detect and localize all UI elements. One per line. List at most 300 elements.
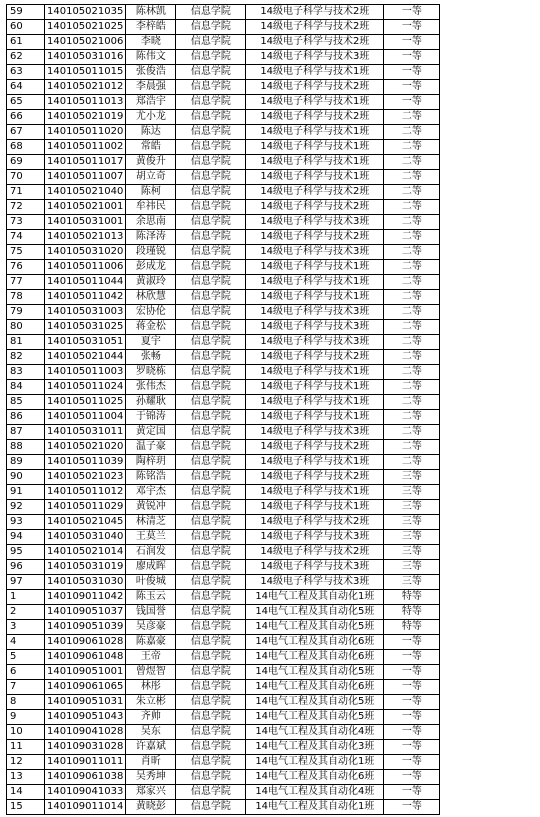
class-cell: 14级电子科学与技术1班 bbox=[246, 65, 384, 80]
table-row bbox=[7, 305, 440, 320]
class-cell: 14级电子科学与技术1班 bbox=[246, 485, 384, 500]
student-name-cell: 吴秀坤 bbox=[126, 770, 176, 785]
class-cell: 14电气工程及其自动化5班 bbox=[246, 605, 384, 620]
college-cell: 信息学院 bbox=[176, 155, 246, 170]
table-row bbox=[7, 740, 440, 755]
student-id-cell: 140105011007 bbox=[45, 170, 126, 185]
college-cell: 信息学院 bbox=[176, 65, 246, 80]
award-grade-cell: 二等 bbox=[384, 350, 440, 365]
award-grade-cell: 一等 bbox=[384, 740, 440, 755]
class-cell: 14级电子科学与技术2班 bbox=[246, 515, 384, 530]
college-cell: 信息学院 bbox=[176, 80, 246, 95]
row-number-cell: 3 bbox=[7, 620, 45, 635]
college-cell: 信息学院 bbox=[176, 170, 246, 185]
award-grade-cell: 一等 bbox=[384, 50, 440, 65]
student-id-cell: 140105021006 bbox=[45, 35, 126, 50]
class-cell: 14级电子科学与技术2班 bbox=[246, 470, 384, 485]
award-grade-cell: 一等 bbox=[384, 665, 440, 680]
student-id-cell: 140105011012 bbox=[45, 485, 126, 500]
row-number-cell: 89 bbox=[7, 455, 45, 470]
table-row bbox=[7, 425, 440, 440]
student-name-cell: 钱国誉 bbox=[126, 605, 176, 620]
college-cell: 信息学院 bbox=[176, 290, 246, 305]
college-cell: 信息学院 bbox=[176, 395, 246, 410]
college-cell: 信息学院 bbox=[176, 560, 246, 575]
award-grade-cell: 二等 bbox=[384, 320, 440, 335]
table-row bbox=[7, 665, 440, 680]
student-name-cell: 陶梓玥 bbox=[126, 455, 176, 470]
student-id-cell: 140105021012 bbox=[45, 80, 126, 95]
student-name-cell: 陈柯 bbox=[126, 185, 176, 200]
student-name-cell: 林欣慧 bbox=[126, 290, 176, 305]
class-cell: 14电气工程及其自动化6班 bbox=[246, 635, 384, 650]
college-cell: 信息学院 bbox=[176, 245, 246, 260]
row-number-cell: 82 bbox=[7, 350, 45, 365]
college-cell: 信息学院 bbox=[176, 350, 246, 365]
award-grade-cell: 三等 bbox=[384, 545, 440, 560]
class-cell: 14级电子科学与技术1班 bbox=[246, 455, 384, 470]
class-cell: 14级电子科学与技术3班 bbox=[246, 530, 384, 545]
student-id-cell: 140105021013 bbox=[45, 230, 126, 245]
student-name-cell: 郑浩宇 bbox=[126, 95, 176, 110]
class-cell: 14级电子科学与技术2班 bbox=[246, 545, 384, 560]
award-grade-cell: 二等 bbox=[384, 140, 440, 155]
table-row bbox=[7, 260, 440, 275]
class-cell: 14级电子科学与技术3班 bbox=[246, 335, 384, 350]
student-name-cell: 陈玉云 bbox=[126, 590, 176, 605]
student-name-cell: 吴彦豪 bbox=[126, 620, 176, 635]
table-row bbox=[7, 320, 440, 335]
college-cell: 信息学院 bbox=[176, 770, 246, 785]
college-cell: 信息学院 bbox=[176, 125, 246, 140]
row-number-cell: 4 bbox=[7, 635, 45, 650]
award-grade-cell: 特等 bbox=[384, 620, 440, 635]
student-name-cell: 廖成晖 bbox=[126, 560, 176, 575]
student-id-cell: 140105031030 bbox=[45, 575, 126, 590]
award-grade-cell: 二等 bbox=[384, 305, 440, 320]
row-number-cell: 91 bbox=[7, 485, 45, 500]
row-number-cell: 83 bbox=[7, 365, 45, 380]
college-cell: 信息学院 bbox=[176, 215, 246, 230]
class-cell: 14级电子科学与技术3班 bbox=[246, 245, 384, 260]
student-name-cell: 陈达 bbox=[126, 125, 176, 140]
college-cell: 信息学院 bbox=[176, 365, 246, 380]
student-id-cell: 140109051001 bbox=[45, 665, 126, 680]
row-number-cell: 94 bbox=[7, 530, 45, 545]
row-number-cell: 69 bbox=[7, 155, 45, 170]
row-number-cell: 72 bbox=[7, 200, 45, 215]
award-grade-cell: 三等 bbox=[384, 500, 440, 515]
student-name-cell: 林彤 bbox=[126, 680, 176, 695]
award-list-body bbox=[7, 5, 440, 815]
row-number-cell: 63 bbox=[7, 65, 45, 80]
table-row bbox=[7, 395, 440, 410]
row-number-cell: 96 bbox=[7, 560, 45, 575]
college-cell: 信息学院 bbox=[176, 5, 246, 20]
row-number-cell: 90 bbox=[7, 470, 45, 485]
class-cell: 14级电子科学与技术2班 bbox=[246, 20, 384, 35]
college-cell: 信息学院 bbox=[176, 230, 246, 245]
class-cell: 14电气工程及其自动化5班 bbox=[246, 665, 384, 680]
college-cell: 信息学院 bbox=[176, 335, 246, 350]
table-row bbox=[7, 785, 440, 800]
student-id-cell: 140105011013 bbox=[45, 95, 126, 110]
class-cell: 14级电子科学与技术2班 bbox=[246, 35, 384, 50]
award-grade-cell: 一等 bbox=[384, 770, 440, 785]
student-name-cell: 黄淑玲 bbox=[126, 275, 176, 290]
student-id-cell: 140105031011 bbox=[45, 425, 126, 440]
row-number-cell: 65 bbox=[7, 95, 45, 110]
row-number-cell: 71 bbox=[7, 185, 45, 200]
award-grade-cell: 二等 bbox=[384, 185, 440, 200]
college-cell: 信息学院 bbox=[176, 515, 246, 530]
class-cell: 14电气工程及其自动化4班 bbox=[246, 725, 384, 740]
row-number-cell: 8 bbox=[7, 695, 45, 710]
class-cell: 14电气工程及其自动化1班 bbox=[246, 755, 384, 770]
award-grade-cell: 一等 bbox=[384, 5, 440, 20]
student-name-cell: 许嘉斌 bbox=[126, 740, 176, 755]
row-number-cell: 66 bbox=[7, 110, 45, 125]
student-id-cell: 140105021025 bbox=[45, 20, 126, 35]
row-number-cell: 7 bbox=[7, 680, 45, 695]
class-cell: 14级电子科学与技术1班 bbox=[246, 140, 384, 155]
table-row bbox=[7, 440, 440, 455]
table-row bbox=[7, 590, 440, 605]
student-name-cell: 陈林凯 bbox=[126, 5, 176, 20]
award-grade-cell: 一等 bbox=[384, 635, 440, 650]
row-number-cell: 79 bbox=[7, 305, 45, 320]
award-grade-cell: 二等 bbox=[384, 440, 440, 455]
table-row bbox=[7, 350, 440, 365]
student-id-cell: 140109031028 bbox=[45, 740, 126, 755]
student-name-cell: 陈嘉豪 bbox=[126, 635, 176, 650]
table-row bbox=[7, 20, 440, 35]
class-cell: 14级电子科学与技术1班 bbox=[246, 380, 384, 395]
class-cell: 14级电子科学与技术3班 bbox=[246, 560, 384, 575]
row-number-cell: 86 bbox=[7, 410, 45, 425]
class-cell: 14级电子科学与技术2班 bbox=[246, 230, 384, 245]
student-name-cell: 陈泽涛 bbox=[126, 230, 176, 245]
award-grade-cell: 二等 bbox=[384, 110, 440, 125]
class-cell: 14级电子科学与技术1班 bbox=[246, 125, 384, 140]
award-grade-cell: 三等 bbox=[384, 515, 440, 530]
table-row bbox=[7, 155, 440, 170]
row-number-cell: 1 bbox=[7, 590, 45, 605]
class-cell: 14级电子科学与技术3班 bbox=[246, 575, 384, 590]
award-grade-cell: 二等 bbox=[384, 380, 440, 395]
row-number-cell: 85 bbox=[7, 395, 45, 410]
college-cell: 信息学院 bbox=[176, 485, 246, 500]
class-cell: 14级电子科学与技术3班 bbox=[246, 215, 384, 230]
row-number-cell: 59 bbox=[7, 5, 45, 20]
class-cell: 14级电子科学与技术1班 bbox=[246, 410, 384, 425]
table-row bbox=[7, 725, 440, 740]
student-name-cell: 黄俊升 bbox=[126, 155, 176, 170]
award-grade-cell: 一等 bbox=[384, 650, 440, 665]
student-id-cell: 140109061065 bbox=[45, 680, 126, 695]
student-name-cell: 李梓皓 bbox=[126, 20, 176, 35]
student-id-cell: 140105011029 bbox=[45, 500, 126, 515]
student-id-cell: 140105011006 bbox=[45, 260, 126, 275]
award-grade-cell: 一等 bbox=[384, 725, 440, 740]
student-name-cell: 曾煜智 bbox=[126, 665, 176, 680]
college-cell: 信息学院 bbox=[176, 455, 246, 470]
class-cell: 14级电子科学与技术2班 bbox=[246, 440, 384, 455]
table-row bbox=[7, 35, 440, 50]
student-id-cell: 140105021023 bbox=[45, 470, 126, 485]
student-name-cell: 温子豪 bbox=[126, 440, 176, 455]
row-number-cell: 6 bbox=[7, 665, 45, 680]
table-row bbox=[7, 335, 440, 350]
college-cell: 信息学院 bbox=[176, 110, 246, 125]
award-grade-cell: 二等 bbox=[384, 125, 440, 140]
award-grade-cell: 二等 bbox=[384, 275, 440, 290]
table-row bbox=[7, 110, 440, 125]
table-row bbox=[7, 185, 440, 200]
student-name-cell: 胡立奇 bbox=[126, 170, 176, 185]
college-cell: 信息学院 bbox=[176, 605, 246, 620]
college-cell: 信息学院 bbox=[176, 410, 246, 425]
student-name-cell: 黄锐冲 bbox=[126, 500, 176, 515]
class-cell: 14电气工程及其自动化6班 bbox=[246, 680, 384, 695]
award-grade-cell: 三等 bbox=[384, 485, 440, 500]
award-grade-cell: 二等 bbox=[384, 335, 440, 350]
student-id-cell: 140105031019 bbox=[45, 560, 126, 575]
row-number-cell: 5 bbox=[7, 650, 45, 665]
table-row bbox=[7, 95, 440, 110]
college-cell: 信息学院 bbox=[176, 440, 246, 455]
class-cell: 14级电子科学与技术2班 bbox=[246, 350, 384, 365]
student-id-cell: 140105011039 bbox=[45, 455, 126, 470]
row-number-cell: 84 bbox=[7, 380, 45, 395]
class-cell: 14级电子科学与技术1班 bbox=[246, 260, 384, 275]
student-name-cell: 叶俊城 bbox=[126, 575, 176, 590]
row-number-cell: 87 bbox=[7, 425, 45, 440]
student-name-cell: 蒋金松 bbox=[126, 320, 176, 335]
student-id-cell: 140105011020 bbox=[45, 125, 126, 140]
student-id-cell: 140105031051 bbox=[45, 335, 126, 350]
table-row bbox=[7, 650, 440, 665]
row-number-cell: 2 bbox=[7, 605, 45, 620]
table-row bbox=[7, 680, 440, 695]
college-cell: 信息学院 bbox=[176, 620, 246, 635]
row-number-cell: 9 bbox=[7, 710, 45, 725]
award-grade-cell: 二等 bbox=[384, 155, 440, 170]
table-row bbox=[7, 170, 440, 185]
class-cell: 14电气工程及其自动化1班 bbox=[246, 590, 384, 605]
row-number-cell: 61 bbox=[7, 35, 45, 50]
table-row bbox=[7, 710, 440, 725]
student-id-cell: 140109041028 bbox=[45, 725, 126, 740]
student-id-cell: 140105031020 bbox=[45, 245, 126, 260]
class-cell: 14级电子科学与技术1班 bbox=[246, 395, 384, 410]
student-name-cell: 常皓 bbox=[126, 140, 176, 155]
student-name-cell: 黄定国 bbox=[126, 425, 176, 440]
table-row bbox=[7, 230, 440, 245]
table-row bbox=[7, 290, 440, 305]
college-cell: 信息学院 bbox=[176, 635, 246, 650]
college-cell: 信息学院 bbox=[176, 140, 246, 155]
award-grade-cell: 二等 bbox=[384, 410, 440, 425]
award-grade-cell: 二等 bbox=[384, 215, 440, 230]
college-cell: 信息学院 bbox=[176, 95, 246, 110]
row-number-cell: 62 bbox=[7, 50, 45, 65]
award-grade-cell: 一等 bbox=[384, 80, 440, 95]
row-number-cell: 76 bbox=[7, 260, 45, 275]
row-number-cell: 73 bbox=[7, 215, 45, 230]
award-grade-cell: 一等 bbox=[384, 710, 440, 725]
award-grade-cell: 二等 bbox=[384, 170, 440, 185]
college-cell: 信息学院 bbox=[176, 785, 246, 800]
table-row bbox=[7, 365, 440, 380]
student-id-cell: 140105031025 bbox=[45, 320, 126, 335]
student-id-cell: 140105011044 bbox=[45, 275, 126, 290]
award-grade-cell: 二等 bbox=[384, 200, 440, 215]
award-grade-cell: 二等 bbox=[384, 425, 440, 440]
row-number-cell: 15 bbox=[7, 800, 45, 815]
row-number-cell: 11 bbox=[7, 740, 45, 755]
table-row bbox=[7, 515, 440, 530]
college-cell: 信息学院 bbox=[176, 500, 246, 515]
student-name-cell: 黄晓彭 bbox=[126, 800, 176, 815]
class-cell: 14级电子科学与技术1班 bbox=[246, 155, 384, 170]
student-id-cell: 140105021019 bbox=[45, 110, 126, 125]
student-id-cell: 140105031040 bbox=[45, 530, 126, 545]
row-number-cell: 74 bbox=[7, 230, 45, 245]
student-id-cell: 140105021045 bbox=[45, 515, 126, 530]
college-cell: 信息学院 bbox=[176, 470, 246, 485]
college-cell: 信息学院 bbox=[176, 545, 246, 560]
row-number-cell: 60 bbox=[7, 20, 45, 35]
student-name-cell: 吴东 bbox=[126, 725, 176, 740]
student-id-cell: 140105031016 bbox=[45, 50, 126, 65]
student-id-cell: 140105011002 bbox=[45, 140, 126, 155]
award-grade-cell: 二等 bbox=[384, 455, 440, 470]
award-grade-cell: 二等 bbox=[384, 395, 440, 410]
class-cell: 14电气工程及其自动化6班 bbox=[246, 650, 384, 665]
class-cell: 14电气工程及其自动化5班 bbox=[246, 695, 384, 710]
college-cell: 信息学院 bbox=[176, 800, 246, 815]
award-list-table bbox=[6, 4, 440, 815]
student-name-cell: 段瑾锐 bbox=[126, 245, 176, 260]
row-number-cell: 95 bbox=[7, 545, 45, 560]
student-id-cell: 140105021044 bbox=[45, 350, 126, 365]
table-row bbox=[7, 560, 440, 575]
table-row bbox=[7, 215, 440, 230]
student-name-cell: 孙耀耿 bbox=[126, 395, 176, 410]
student-name-cell: 张伟杰 bbox=[126, 380, 176, 395]
award-grade-cell: 一等 bbox=[384, 785, 440, 800]
student-id-cell: 140105031001 bbox=[45, 215, 126, 230]
class-cell: 14级电子科学与技术2班 bbox=[246, 5, 384, 20]
table-row bbox=[7, 275, 440, 290]
class-cell: 14级电子科学与技术2班 bbox=[246, 185, 384, 200]
table-row bbox=[7, 770, 440, 785]
college-cell: 信息学院 bbox=[176, 590, 246, 605]
row-number-cell: 67 bbox=[7, 125, 45, 140]
student-name-cell: 尤小龙 bbox=[126, 110, 176, 125]
table-row bbox=[7, 575, 440, 590]
student-id-cell: 140109041033 bbox=[45, 785, 126, 800]
college-cell: 信息学院 bbox=[176, 200, 246, 215]
student-id-cell: 140109061038 bbox=[45, 770, 126, 785]
row-number-cell: 97 bbox=[7, 575, 45, 590]
class-cell: 14电气工程及其自动化3班 bbox=[246, 740, 384, 755]
table-row bbox=[7, 380, 440, 395]
class-cell: 14级电子科学与技术2班 bbox=[246, 80, 384, 95]
row-number-cell: 81 bbox=[7, 335, 45, 350]
award-grade-cell: 一等 bbox=[384, 65, 440, 80]
college-cell: 信息学院 bbox=[176, 35, 246, 50]
student-name-cell: 罗晓栋 bbox=[126, 365, 176, 380]
student-id-cell: 140105021020 bbox=[45, 440, 126, 455]
row-number-cell: 92 bbox=[7, 500, 45, 515]
student-name-cell: 牟祎民 bbox=[126, 200, 176, 215]
table-row bbox=[7, 5, 440, 20]
student-id-cell: 140105021040 bbox=[45, 185, 126, 200]
row-number-cell: 80 bbox=[7, 320, 45, 335]
table-row bbox=[7, 410, 440, 425]
student-name-cell: 石润发 bbox=[126, 545, 176, 560]
class-cell: 14级电子科学与技术1班 bbox=[246, 500, 384, 515]
class-cell: 14级电子科学与技术3班 bbox=[246, 320, 384, 335]
award-grade-cell: 一等 bbox=[384, 95, 440, 110]
award-grade-cell: 一等 bbox=[384, 35, 440, 50]
college-cell: 信息学院 bbox=[176, 710, 246, 725]
student-name-cell: 张俊浩 bbox=[126, 65, 176, 80]
student-name-cell: 王莫兰 bbox=[126, 530, 176, 545]
college-cell: 信息学院 bbox=[176, 650, 246, 665]
student-id-cell: 140105021014 bbox=[45, 545, 126, 560]
row-number-cell: 12 bbox=[7, 755, 45, 770]
student-id-cell: 140105011017 bbox=[45, 155, 126, 170]
college-cell: 信息学院 bbox=[176, 665, 246, 680]
award-grade-cell: 一等 bbox=[384, 20, 440, 35]
row-number-cell: 70 bbox=[7, 170, 45, 185]
student-name-cell: 肖昕 bbox=[126, 755, 176, 770]
college-cell: 信息学院 bbox=[176, 755, 246, 770]
table-row bbox=[7, 50, 440, 65]
award-grade-cell: 特等 bbox=[384, 590, 440, 605]
student-name-cell: 彭成龙 bbox=[126, 260, 176, 275]
table-row bbox=[7, 605, 440, 620]
student-name-cell: 于锦涛 bbox=[126, 410, 176, 425]
college-cell: 信息学院 bbox=[176, 530, 246, 545]
class-cell: 14级电子科学与技术1班 bbox=[246, 365, 384, 380]
student-name-cell: 王帝 bbox=[126, 650, 176, 665]
student-id-cell: 140105011003 bbox=[45, 365, 126, 380]
row-number-cell: 75 bbox=[7, 245, 45, 260]
class-cell: 14电气工程及其自动化6班 bbox=[246, 770, 384, 785]
table-row bbox=[7, 500, 440, 515]
table-row bbox=[7, 755, 440, 770]
award-grade-cell: 三等 bbox=[384, 560, 440, 575]
row-number-cell: 77 bbox=[7, 275, 45, 290]
class-cell: 14级电子科学与技术2班 bbox=[246, 110, 384, 125]
table-row bbox=[7, 530, 440, 545]
class-cell: 14级电子科学与技术3班 bbox=[246, 305, 384, 320]
class-cell: 14电气工程及其自动化1班 bbox=[246, 800, 384, 815]
student-name-cell: 夏宇 bbox=[126, 335, 176, 350]
table-row bbox=[7, 245, 440, 260]
student-id-cell: 140109051031 bbox=[45, 695, 126, 710]
college-cell: 信息学院 bbox=[176, 305, 246, 320]
college-cell: 信息学院 bbox=[176, 275, 246, 290]
row-number-cell: 78 bbox=[7, 290, 45, 305]
student-id-cell: 140109011042 bbox=[45, 590, 126, 605]
row-number-cell: 93 bbox=[7, 515, 45, 530]
student-name-cell: 陈铭浩 bbox=[126, 470, 176, 485]
